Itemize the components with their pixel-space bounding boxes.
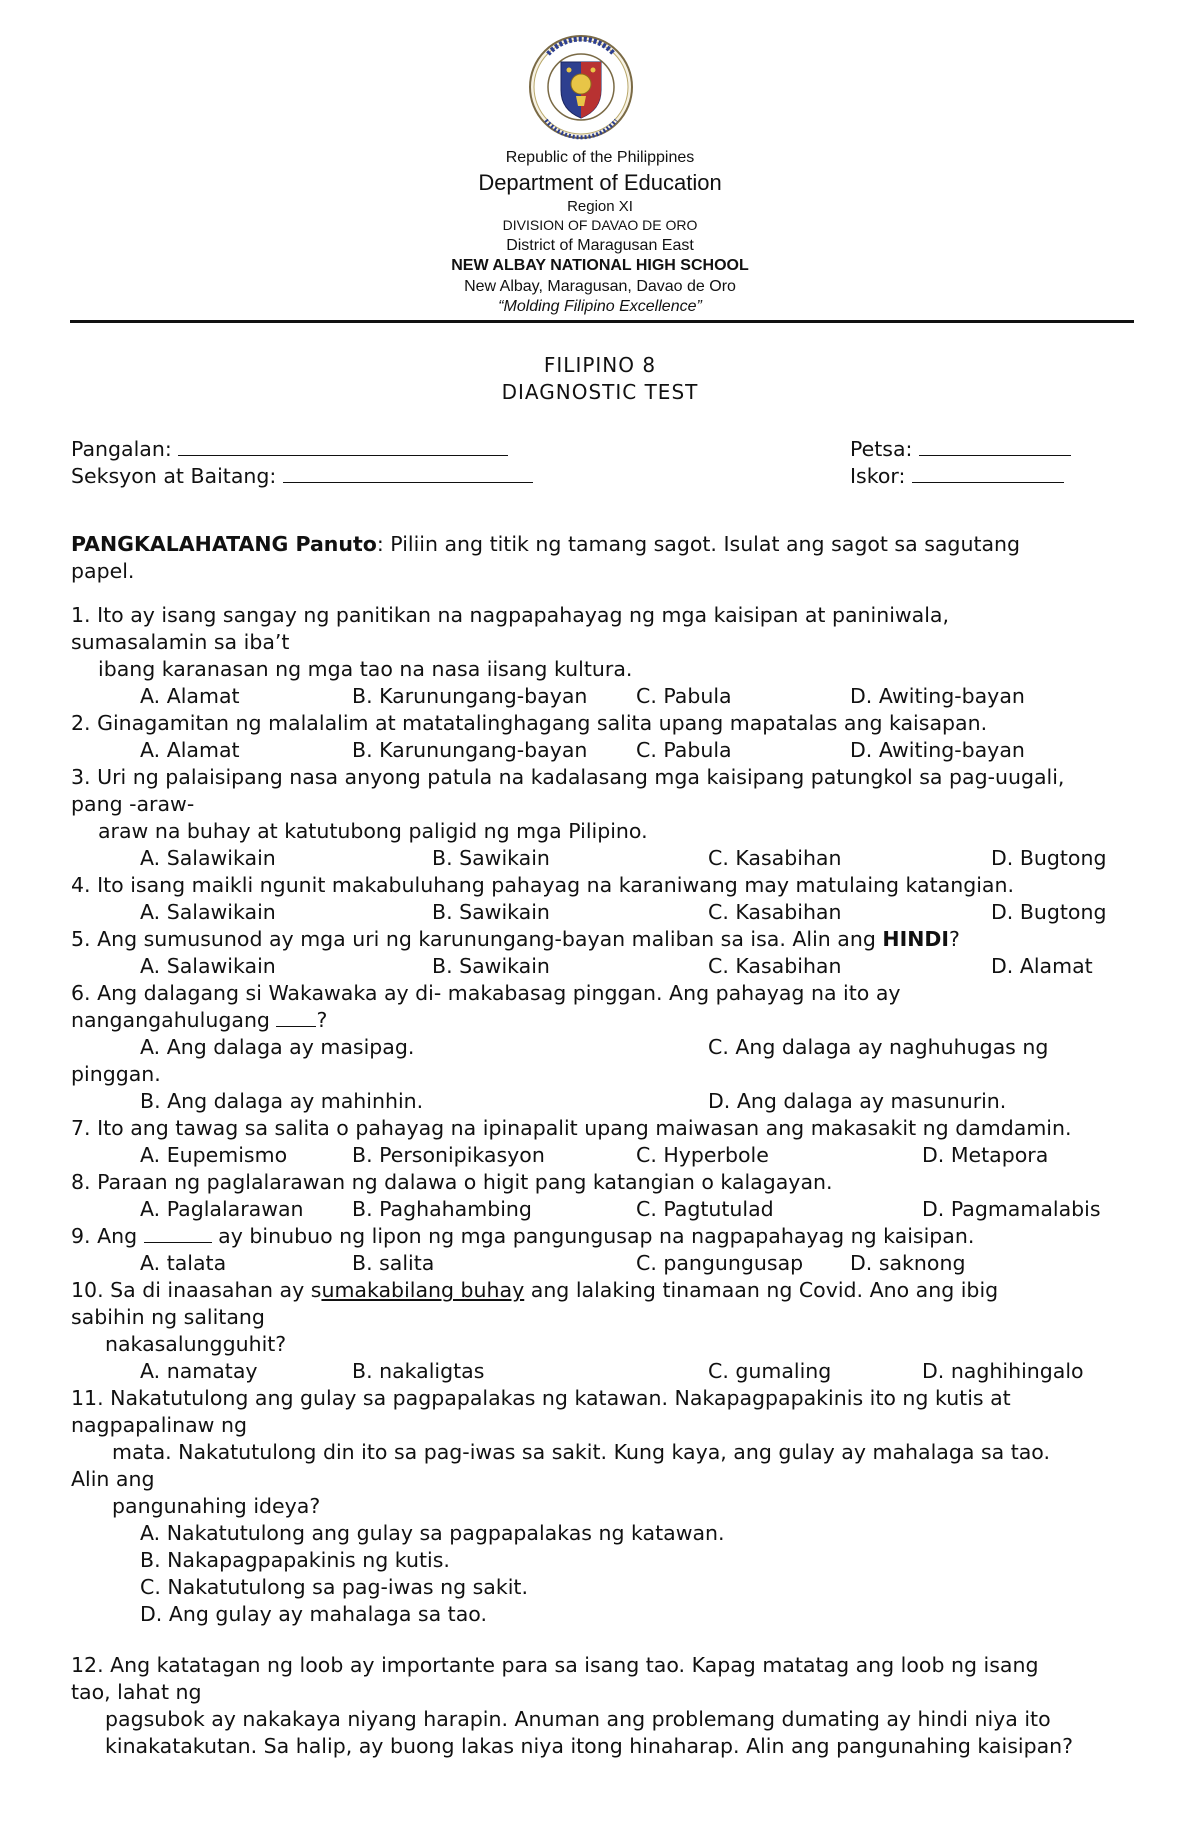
name-label: Pangalan: — [71, 437, 172, 461]
question-11-cont: pangunahing ideya? — [112, 1494, 321, 1518]
q4-option-b[interactable]: B. Sawikain — [432, 900, 550, 924]
q9-answer-blank — [144, 1224, 212, 1243]
q7-option-d[interactable]: D. Metapora — [922, 1143, 1049, 1167]
section-field[interactable] — [71, 463, 533, 489]
q1-option-d[interactable]: D. Awiting-bayan — [850, 684, 1025, 708]
q6-option-b[interactable]: B. Ang dalaga ay mahinhin. — [140, 1089, 424, 1113]
q7-option-a[interactable]: A. Eupemismo — [140, 1143, 288, 1167]
question-12-cont: tao, lahat ng — [71, 1680, 202, 1704]
question-8: 8. Paraan ng paglalarawan ng dalawa o higit pang katangian o kalagayan. — [71, 1170, 833, 1194]
q10-option-b[interactable]: B. nakaligtas — [352, 1359, 485, 1383]
date-blank[interactable] — [919, 437, 1071, 456]
question-9 — [71, 1223, 974, 1249]
q10-option-c[interactable]: C. gumaling — [708, 1359, 832, 1383]
instructions-text: : Piliin ang titik ng tamang sagot. Isulat ang sagot sa sagutang — [376, 532, 1021, 556]
q7-option-b[interactable]: B. Personipikasyon — [352, 1143, 545, 1167]
q9-option-c[interactable]: C. pangungusap — [636, 1251, 804, 1275]
question-10-text-end: ang lalaking tinamaan ng Covid. Ano ang ibig — [524, 1278, 999, 1302]
section-blank[interactable] — [283, 464, 533, 483]
question-11-cont: nagpapalinaw ng — [71, 1413, 247, 1437]
question-10-cont: sabihin ng salitang — [71, 1305, 265, 1329]
question-9-text: 9. Ang — [71, 1224, 138, 1248]
question-12: 12. Ang katatagan ng loob ay importante para sa isang tao. Kapag matatag ang loob ng isang — [71, 1653, 1039, 1677]
instructions — [71, 531, 1020, 557]
score-field[interactable] — [850, 463, 1064, 489]
q5-option-a[interactable]: A. Salawikain — [140, 954, 276, 978]
q4-option-a[interactable]: A. Salawikain — [140, 900, 276, 924]
q10-option-d[interactable]: D. naghihingalo — [922, 1359, 1084, 1383]
q3-option-b[interactable]: B. Sawikain — [432, 846, 550, 870]
instructions-text-cont: papel. — [71, 559, 135, 583]
question-10 — [71, 1277, 998, 1303]
q4-option-d[interactable]: D. Bugtong — [991, 900, 1107, 924]
deped-seal-logo — [528, 34, 634, 140]
question-5-text: 5. Ang sumusunod ay mga uri ng karunungang-bayan maliban sa isa. Alin ang — [71, 927, 883, 951]
date-field[interactable] — [850, 436, 1071, 462]
question-11-cont: mata. Nakatutulong din ito sa pag-iwas sa sakit. Kung kaya, ang gulay ay mahalaga sa tao. — [112, 1440, 1051, 1464]
question-6-text: nangangahulugang — [71, 1008, 270, 1032]
school-motto: “Molding Filipino Excellence” — [498, 298, 702, 315]
region-line: Region XI — [567, 198, 633, 215]
q10-option-a[interactable]: A. namatay — [140, 1359, 258, 1383]
question-5-end: ? — [949, 927, 960, 951]
question-6: 6. Ang dalagang si Wakawaka ay di- makabasag pinggan. Ang pahayag na ito ay — [71, 981, 901, 1005]
q11-option-c[interactable]: C. Nakatutulong sa pag-iwas ng sakit. — [140, 1575, 528, 1599]
test-title: DIAGNOSTIC TEST — [501, 380, 699, 404]
q11-option-d[interactable]: D. Ang gulay ay mahalaga sa tao. — [140, 1602, 487, 1626]
q11-option-b[interactable]: B. Nakapagpapakinis ng kutis. — [140, 1548, 450, 1572]
q6-answer-blank — [276, 1008, 316, 1027]
q9-option-b[interactable]: B. salita — [352, 1251, 435, 1275]
q3-option-c[interactable]: C. Kasabihan — [708, 846, 842, 870]
question-1-cont: sumasalamin sa iba’t — [71, 630, 290, 654]
question-1: 1. Ito ay isang sangay ng panitikan na nagpapahayag ng mga kaisipan at paniniwala, — [71, 603, 949, 627]
date-label: Petsa: — [850, 437, 913, 461]
question-11: 11. Nakatutulong ang gulay sa pagpapalakas ng katawan. Nakapagpapakinis ito ng kutis at — [71, 1386, 1011, 1410]
q11-option-a[interactable]: A. Nakatutulong ang gulay sa pagpapalakas ng katawan. — [140, 1521, 725, 1545]
question-3-cont: araw na buhay at katutubong paligid ng mga Pilipino. — [98, 819, 648, 843]
q7-option-c[interactable]: C. Hyperbole — [636, 1143, 769, 1167]
q9-option-d[interactable]: D. saknong — [850, 1251, 966, 1275]
q2-option-b[interactable]: B. Karunungang-bayan — [352, 738, 588, 762]
section-label: Seksyon at Baitang: — [71, 464, 277, 488]
subject-title: FILIPINO 8 — [543, 353, 657, 377]
header-divider — [70, 320, 1134, 323]
question-5 — [71, 926, 960, 952]
q5-option-c[interactable]: C. Kasabihan — [708, 954, 842, 978]
q1-option-c[interactable]: C. Pabula — [636, 684, 732, 708]
score-blank[interactable] — [912, 464, 1064, 483]
department-line: Department of Education — [478, 170, 722, 195]
q6-option-a[interactable]: A. Ang dalaga ay masipag. — [140, 1035, 415, 1059]
q8-option-a[interactable]: A. Paglalarawan — [140, 1197, 304, 1221]
question-10-underlined: umakabilang buhay — [321, 1278, 525, 1302]
division-line: DIVISION OF DAVAO DE ORO — [502, 217, 698, 233]
district-line: District of Maragusan East — [506, 237, 694, 254]
name-field[interactable] — [71, 436, 508, 462]
q3-option-a[interactable]: A. Salawikain — [140, 846, 276, 870]
question-1-cont: ibang karanasan ng mga tao na nasa iisang kultura. — [98, 657, 633, 681]
q8-option-d[interactable]: D. Pagmamalabis — [922, 1197, 1101, 1221]
q5-option-d[interactable]: D. Alamat — [991, 954, 1093, 978]
school-name: NEW ALBAY NATIONAL HIGH SCHOOL — [451, 257, 749, 274]
question-10-cont: nakasalungguhit? — [105, 1332, 287, 1356]
q5-option-b[interactable]: B. Sawikain — [432, 954, 550, 978]
score-label: Iskor: — [850, 464, 906, 488]
q3-option-d[interactable]: D. Bugtong — [991, 846, 1107, 870]
question-4: 4. Ito isang maikli ngunit makabuluhang pahayag na karaniwang may matulaing katangian. — [71, 873, 1014, 897]
question-7: 7. Ito ang tawag sa salita o pahayag na ipinapalit upang maiwasan ang makasakit ng damdamin. — [71, 1116, 1072, 1140]
q9-option-a[interactable]: A. talata — [140, 1251, 227, 1275]
q6-option-c-cont: pinggan. — [71, 1062, 161, 1086]
school-address: New Albay, Maragusan, Davao de Oro — [464, 278, 736, 295]
question-9-text-end: ay binubuo ng lipon ng mga pangungusap na nagpapahayag ng kaisipan. — [218, 1224, 975, 1248]
question-6-end: ? — [316, 1008, 328, 1032]
q6-option-d[interactable]: D. Ang dalaga ay masunurin. — [708, 1089, 1007, 1113]
question-5-emphasis: HINDI — [882, 927, 949, 951]
question-3: 3. Uri ng palaisipang nasa anyong patula na kadalasang mga kaisipang patungkol sa pag-uugali, — [71, 765, 1065, 789]
q1-option-b[interactable]: B. Karunungang-bayan — [352, 684, 588, 708]
question-12-cont: kinakatakutan. Sa halip, ay buong lakas niya itong hinaharap. Alin ang pangunahing kaisipan? — [105, 1734, 1074, 1758]
q8-option-b[interactable]: B. Paghahambing — [352, 1197, 532, 1221]
question-11-cont: Alin ang — [71, 1467, 155, 1491]
name-blank[interactable] — [178, 437, 508, 456]
q6-option-c[interactable]: C. Ang dalaga ay naghuhugas ng — [708, 1035, 1049, 1059]
republic-line: Republic of the Philippines — [505, 149, 695, 166]
q1-option-a[interactable]: A. Alamat — [140, 684, 240, 708]
question-6-cont — [71, 1007, 327, 1033]
question-12-cont: pagsubok ay nakakaya niyang harapin. Anuman ang problemang dumating ay hindi niya ito — [105, 1707, 1051, 1731]
question-3-cont: pang -araw- — [71, 792, 195, 816]
instructions-label: PANGKALAHATANG Panuto — [71, 532, 377, 556]
q2-option-c[interactable]: C. Pabula — [636, 738, 732, 762]
question-10-text: 10. Sa di inaasahan ay s — [71, 1278, 322, 1302]
q2-option-d[interactable]: D. Awiting-bayan — [850, 738, 1025, 762]
q8-option-c[interactable]: C. Pagtutulad — [636, 1197, 774, 1221]
question-2: 2. Ginagamitan ng malalalim at matatalinghagang salita upang mapatalas ang kaisapan. — [71, 711, 988, 735]
q2-option-a[interactable]: A. Alamat — [140, 738, 240, 762]
q4-option-c[interactable]: C. Kasabihan — [708, 900, 842, 924]
